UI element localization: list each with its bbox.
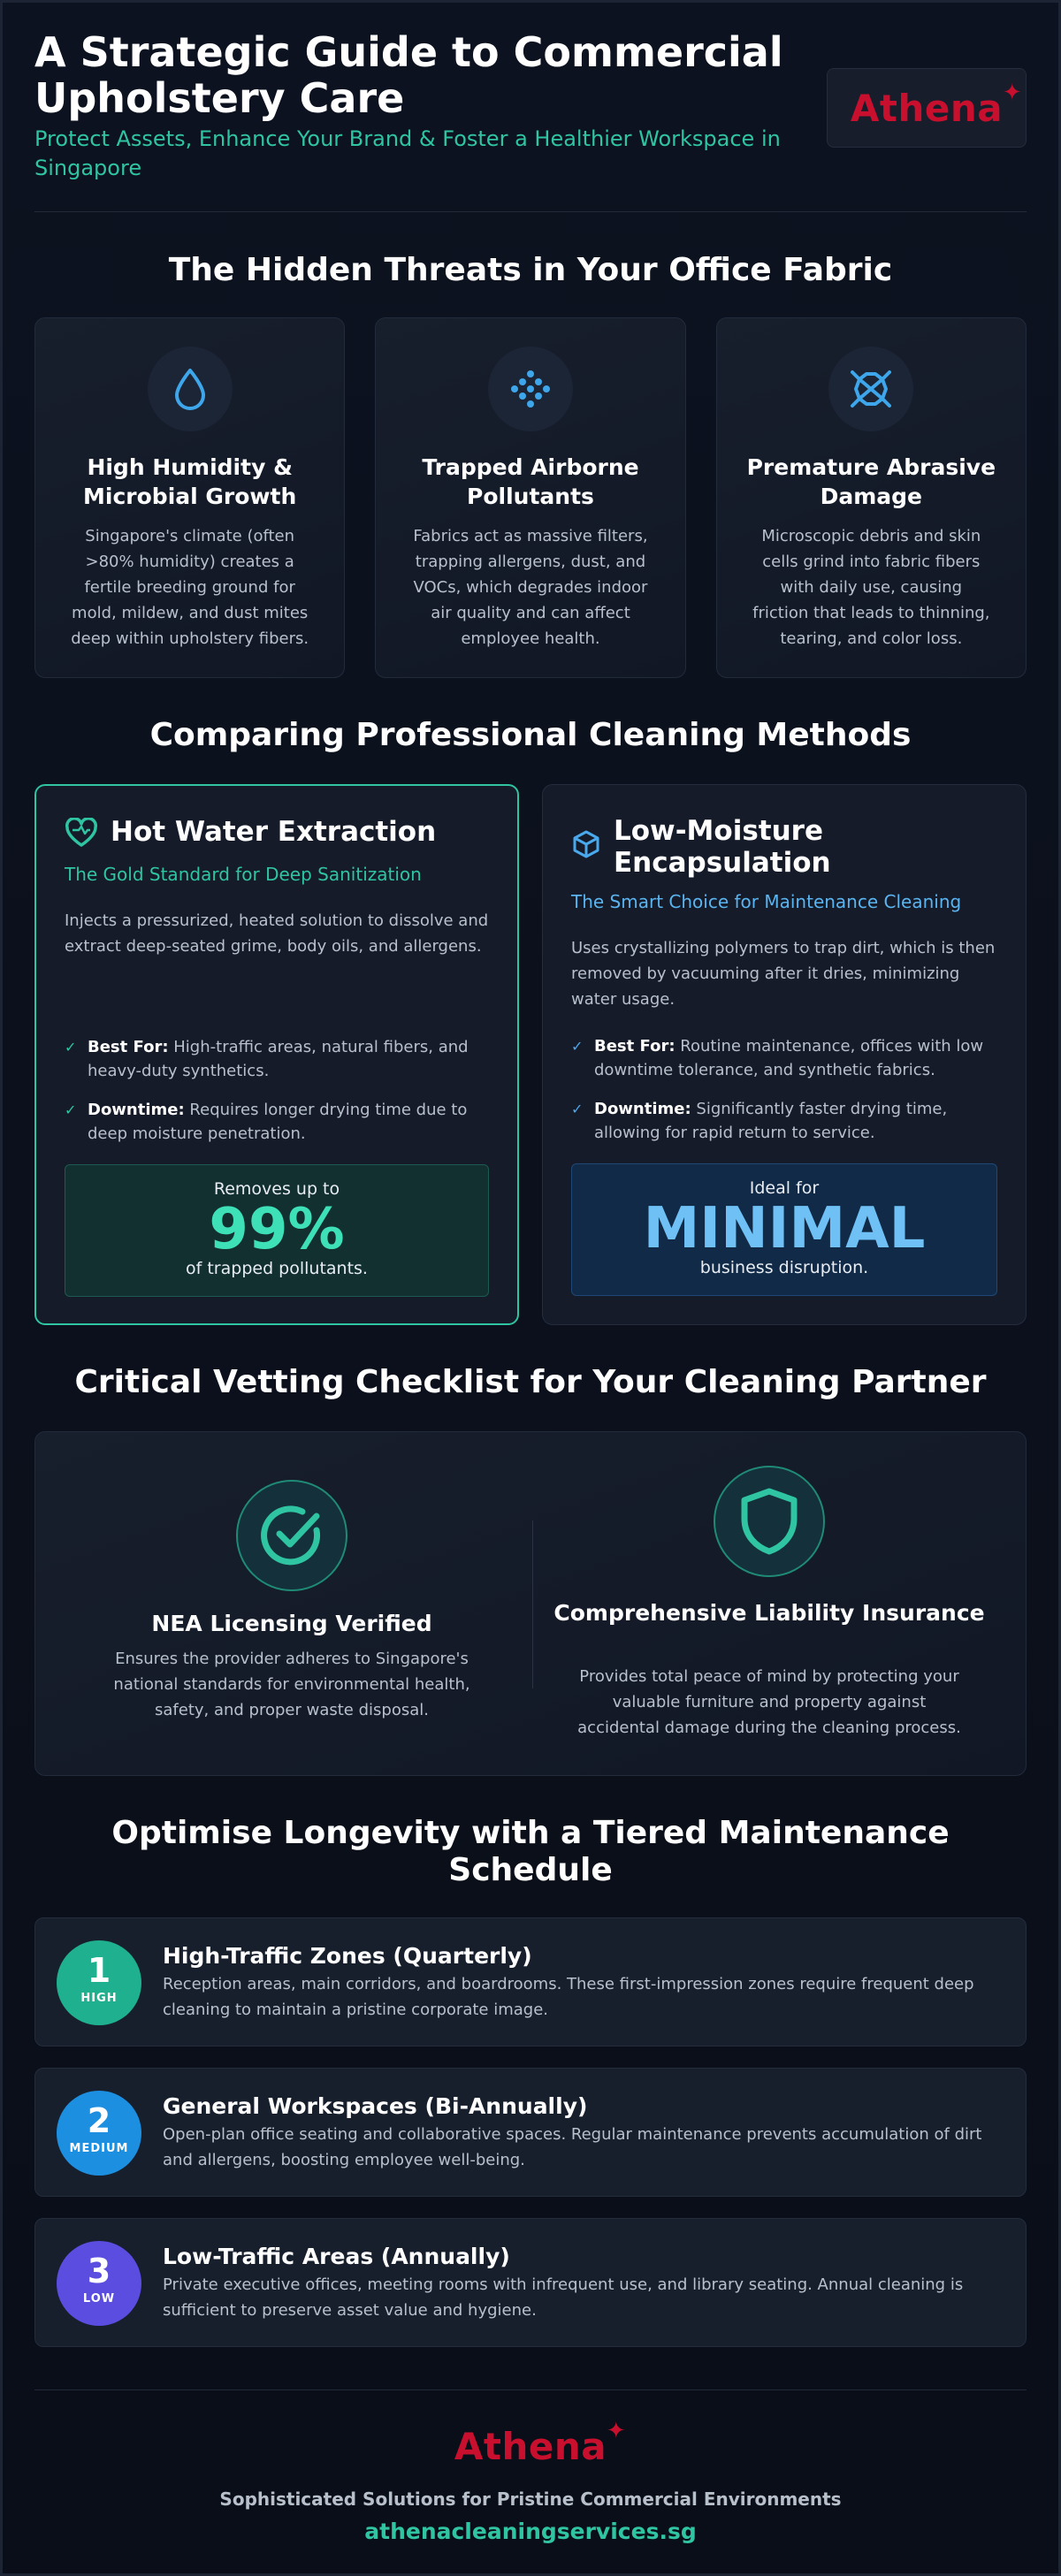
downtime-label: Downtime: — [88, 1101, 185, 1119]
downtime-text: Requires longer drying time due to deep moisture penetration. — [88, 1101, 468, 1143]
checklist-text: Provides total peace of mind by protecting your valuable furniture and property against accidental damage during the cleaning process. — [577, 1667, 961, 1737]
footer-tagline: Sophisticated Solutions for Pristine Commercial Environments — [219, 2488, 842, 2510]
best-for-text: Routine maintenance, offices with low downtime tolerance, and synthetic fabrics. — [594, 1037, 984, 1079]
stat-prefix: Ideal for — [749, 1178, 820, 1198]
methods-heading: Comparing Professional Cleaning Methods — [149, 717, 912, 753]
best-for-label: Best For: — [88, 1038, 169, 1056]
tier-title: Low-Traffic Areas (Annually) — [163, 2244, 510, 2269]
tier-level: HIGH — [80, 1992, 118, 2005]
tier-text: Private executive offices, meeting rooms with infrequent use, and library seating. Annual cleaning is sufficient to preserve asset value and hygiene. — [163, 2275, 964, 2320]
checkmark-icon: ✓ — [571, 1101, 584, 1117]
method-title: Hot Water Extraction — [111, 816, 437, 848]
tier-number: 3 — [87, 2252, 111, 2290]
tier-card-high — [34, 1917, 1027, 2046]
logo-spark-icon: ✦ — [1002, 79, 1023, 106]
shield-icon — [714, 1466, 825, 1577]
tier-card-medium — [34, 2068, 1027, 2197]
fabric-wear-icon — [828, 347, 913, 431]
checklist-item-nea — [62, 1432, 522, 1777]
methods-grid — [34, 784, 1027, 1325]
droplet-icon — [148, 347, 233, 431]
checklist-panel — [34, 1431, 1027, 1776]
threat-title: Trapped Airborne Pollutants — [422, 454, 639, 509]
logo-text: Athena — [454, 2425, 607, 2468]
header-logo[interactable] — [827, 68, 1027, 148]
footer — [34, 2389, 1027, 2549]
method-title: Low-Moisture Encapsulation — [614, 815, 831, 879]
schedule-heading: Optimise Longevity with a Tiered Maintenance Schedule — [111, 1815, 950, 1888]
downtime-text: Significantly faster drying time, allowing for rapid return to service. — [594, 1100, 948, 1142]
logo-spark-icon: ✦ — [606, 2418, 627, 2444]
threat-text: Singapore's climate (often >80% humidity) creates a fertile breeding ground for mold, mildew, and dust mites deep within upholstery fibers. — [71, 527, 309, 648]
stat-box — [65, 1164, 489, 1297]
threat-title: Premature Abrasive Damage — [746, 454, 996, 509]
threat-card-humidity — [34, 317, 345, 678]
threat-card-abrasion — [716, 317, 1027, 678]
method-details-list — [65, 1035, 491, 1161]
list-item — [571, 1034, 999, 1082]
threat-text: Microscopic debris and skin cells grind into fabric fibers with daily use, causing friction that leads to thinning, tearing, and color loss. — [752, 527, 990, 648]
list-item — [571, 1097, 999, 1145]
tier-badge — [57, 2241, 141, 2326]
header — [34, 29, 1027, 211]
checkmark-icon: ✓ — [571, 1038, 584, 1055]
tier-title: High-Traffic Zones (Quarterly) — [163, 1943, 532, 1969]
stat-box — [571, 1163, 997, 1296]
checkmark-icon: ✓ — [65, 1101, 77, 1118]
tier-card-low — [34, 2218, 1027, 2347]
heart-icon — [65, 818, 98, 851]
tier-badge — [57, 1940, 141, 2025]
best-for-text: High-traffic areas, natural fibers, and heavy-duty synthetics. — [88, 1038, 469, 1080]
logo-wordmark — [850, 79, 1023, 130]
stat-value: MINIMAL — [643, 1196, 926, 1261]
method-subtitle: The Smart Choice for Maintenance Cleaning — [571, 891, 962, 912]
tier-number: 2 — [87, 2101, 111, 2140]
list-item — [65, 1035, 491, 1083]
page-subtitle: Protect Assets, Enhance Your Brand & Foster a Healthier Workspace in Singapore — [34, 126, 781, 180]
method-details-list — [571, 1034, 999, 1160]
tier-badge — [57, 2091, 141, 2176]
footer-website-link[interactable]: athenacleaningservices.sg — [364, 2519, 697, 2544]
method-header — [65, 816, 496, 851]
page-title: A Strategic Guide to Commercial Upholstery Care — [34, 28, 783, 122]
downtime-label: Downtime: — [594, 1100, 691, 1118]
checklist-title: Comprehensive Liability Insurance — [553, 1600, 985, 1626]
method-subtitle: The Gold Standard for Deep Sanitization — [65, 864, 422, 885]
particles-icon — [488, 347, 573, 431]
threats-grid — [34, 317, 1027, 678]
threat-card-pollutants — [375, 317, 685, 678]
stat-value: 99% — [209, 1197, 345, 1262]
checklist-title: NEA Licensing Verified — [151, 1611, 432, 1636]
best-for-label: Best For: — [594, 1037, 676, 1056]
threats-heading: The Hidden Threats in Your Office Fabric — [168, 252, 893, 288]
threat-title: High Humidity & Microbial Growth — [83, 454, 297, 509]
logo-text: Athena — [850, 86, 1004, 130]
method-header — [571, 815, 1004, 879]
method-description: Injects a pressurized, heated solution to dissolve and extract deep-seated grime, body oils, and allergens. — [65, 911, 489, 956]
list-item — [65, 1098, 491, 1146]
logo-wordmark — [454, 2418, 627, 2468]
footer-logo[interactable] — [34, 2418, 1027, 2468]
cube-icon — [571, 829, 601, 863]
header-divider — [34, 211, 1027, 212]
tier-text: Open-plan office seating and collaborative spaces. Regular maintenance prevents accumulation of dirt and allergens, boosting employee well-being. — [163, 2125, 982, 2169]
checklist-heading: Critical Vetting Checklist for Your Cleaning Partner — [74, 1364, 987, 1400]
threat-text: Fabrics act as massive filters, trapping allergens, dust, and VOCs, which degrades indoor air quality and can affect employee health. — [413, 527, 648, 648]
stat-suffix: business disruption. — [699, 1258, 869, 1277]
checkmark-icon: ✓ — [65, 1039, 77, 1056]
method-card-hot-water-extraction — [34, 784, 519, 1325]
tier-title: General Workspaces (Bi-Annually) — [163, 2093, 588, 2119]
tier-level: LOW — [82, 2292, 116, 2305]
tier-text: Reception areas, main corridors, and boardrooms. These first-impression zones require frequent deep cleaning to maintain a pristine corporate image. — [163, 1975, 974, 2019]
method-description: Uses crystallizing polymers to trap dirt, which is then removed by vacuuming after it dries, minimizing water usage. — [571, 939, 996, 1009]
checklist-item-insurance — [539, 1432, 999, 1777]
method-card-encapsulation — [542, 784, 1027, 1325]
stat-prefix: Removes up to — [213, 1179, 340, 1199]
tier-level: MEDIUM — [69, 2142, 129, 2155]
tier-number: 1 — [87, 1951, 111, 1990]
stat-suffix: of trapped pollutants. — [186, 1259, 368, 1278]
check-circle-icon — [236, 1480, 347, 1591]
checklist-text: Ensures the provider adheres to Singapore's national standards for environmental health, safety, and proper waste disposal. — [113, 1650, 470, 1719]
column-divider — [532, 1520, 533, 1688]
